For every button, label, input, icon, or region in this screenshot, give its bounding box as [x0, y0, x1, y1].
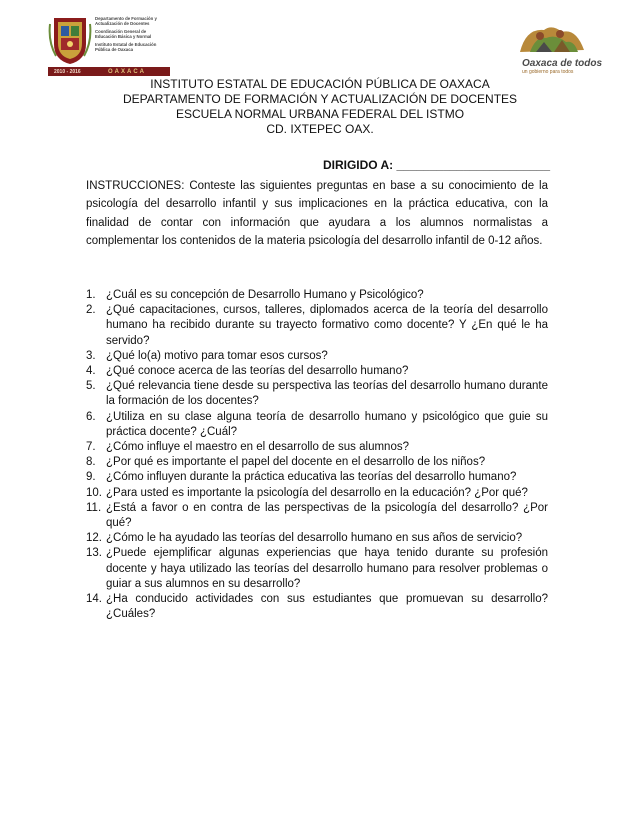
question-item: [86, 303, 548, 349]
question-item: [86, 440, 548, 455]
header-line-4: CD. IXTEPEC OAX.: [266, 122, 374, 136]
question-text: ¿Por qué es importante el papel del docente en el desarrollo de los niños?: [106, 456, 486, 469]
question-item: [86, 501, 548, 531]
header-line-1: INSTITUTO ESTATAL DE EDUCACIÓN PÚBLICA DE OAXACA: [150, 77, 490, 91]
left-logo-line-1: Departamento de Formación y: [95, 16, 157, 21]
question-item: [86, 364, 548, 379]
header-logo-right: [508, 22, 603, 78]
left-logo-line-4: Educación Básica y Normal: [95, 34, 152, 39]
question-text: ¿Qué relevancia tiene desde su perspectiva las teorías del desarrollo humano durante la formación de los docentes?: [106, 380, 548, 408]
dirigido-field: DIRIGIDO A: _______________________: [322, 158, 550, 172]
question-text: ¿Ha conducido actividades con sus estudiantes que promuevan su desarrollo? ¿Cuáles?: [106, 593, 548, 621]
document-header: [80, 77, 560, 137]
question-item: [86, 379, 548, 409]
instructions-paragraph: INSTRUCCIONES: Conteste las siguientes preguntas en base a su conocimiento de la psicología del desarrollo infantil y sus implicaciones en la práctica educativa, con la finalidad de contar con información que ayudara a los alumnos normalistas a complementar los contenidos de la materia psicología del desarrollo infantil de 0-12 años.: [86, 180, 548, 247]
question-number: 4.: [86, 365, 96, 378]
question-number: 5.: [86, 380, 96, 393]
question-text: ¿Qué capacitaciones, cursos, talleres, diplomados acerca de la teoría del desarrollo humano ha recibido durante su trayecto formativo como docente? Y ¿En qué le ha servido?: [106, 304, 548, 347]
question-list: [86, 288, 548, 622]
question-number: 7.: [86, 441, 96, 454]
right-logo-brand: Oaxaca de todos: [522, 58, 603, 69]
question-text: ¿Utiliza en su clase alguna teoría de desarrollo humano y psicológico que guie su práctica docente? ¿Cuál?: [106, 410, 548, 438]
oaxaca-state-seal-icon: [48, 14, 92, 66]
right-logo-tagline: un gobierno para todos: [522, 69, 574, 75]
question-number: 2.: [86, 304, 96, 317]
question-number: 14.: [86, 593, 102, 606]
question-number: 8.: [86, 456, 96, 469]
left-logo-years: 2010 - 2016: [54, 68, 81, 75]
left-logo-line-2: Actualización de Docentes: [95, 21, 150, 26]
question-number: 9.: [86, 471, 96, 484]
left-logo-bar: [48, 67, 170, 76]
left-logo-line-6: Pública de Oaxaca: [95, 47, 133, 52]
question-text: ¿Qué conoce acerca de las teorías del desarrollo humano?: [106, 365, 409, 378]
question-text: ¿Puede ejemplificar algunas experiencias que haya tenido durante su profesión docente y haya utilizado las teorías del desarrollo humano para resolver problemas o guiar a sus alumnos en su desarrollo?: [106, 547, 548, 590]
question-number: 6.: [86, 410, 96, 423]
left-logo-line-5: Instituto Estatal de Educación: [95, 42, 157, 47]
question-item: [86, 592, 548, 622]
header-logo-left: [48, 14, 170, 76]
question-text: ¿Cómo influyen durante la práctica educativa las teorías del desarrollo humano?: [106, 471, 517, 484]
question-item: [86, 546, 548, 592]
question-item: [86, 486, 548, 501]
question-number: 13.: [86, 547, 102, 560]
question-item: [86, 410, 548, 440]
question-text: ¿Cómo le ha ayudado las teorías del desarrollo humano en sus años de servicio?: [106, 532, 523, 545]
left-logo-state: OAXACA: [108, 68, 147, 75]
question-text: ¿Cómo influye el maestro en el desarrollo de sus alumnos?: [106, 441, 409, 454]
question-number: 10.: [86, 486, 102, 499]
header-line-2: DEPARTAMENTO DE FORMACIÓN Y ACTUALIZACIÓN DE DOCENTES: [122, 92, 518, 106]
question-item: [86, 288, 548, 303]
question-number: 1.: [86, 289, 96, 301]
question-item: [86, 470, 548, 485]
question-number: 12.: [86, 532, 102, 545]
left-logo-line-3: Coordinación General de: [95, 29, 147, 34]
question-item: [86, 531, 548, 546]
header-line-3: ESCUELA NORMAL URBANA FEDERAL DEL ISTMO: [175, 107, 465, 121]
left-logo-text: [95, 16, 220, 52]
question-text: ¿Para usted es importante la psicología del desarrollo en la educación? ¿Por qué?: [106, 486, 528, 499]
question-number: 11.: [86, 501, 102, 514]
question-item: [86, 455, 548, 470]
question-text: ¿Qué lo(a) motivo para tomar esos cursos?: [106, 349, 328, 362]
question-text: ¿Cuál es su concepción de Desarrollo Humano y Psicológico?: [106, 289, 424, 301]
oaxaca-government-logo-icon: [516, 22, 588, 58]
question-number: 3.: [86, 349, 96, 362]
question-item: [86, 349, 548, 364]
question-text: ¿Está a favor o en contra de las perspectivas de la psicología del desarrollo? ¿Por qué?: [106, 501, 548, 530]
